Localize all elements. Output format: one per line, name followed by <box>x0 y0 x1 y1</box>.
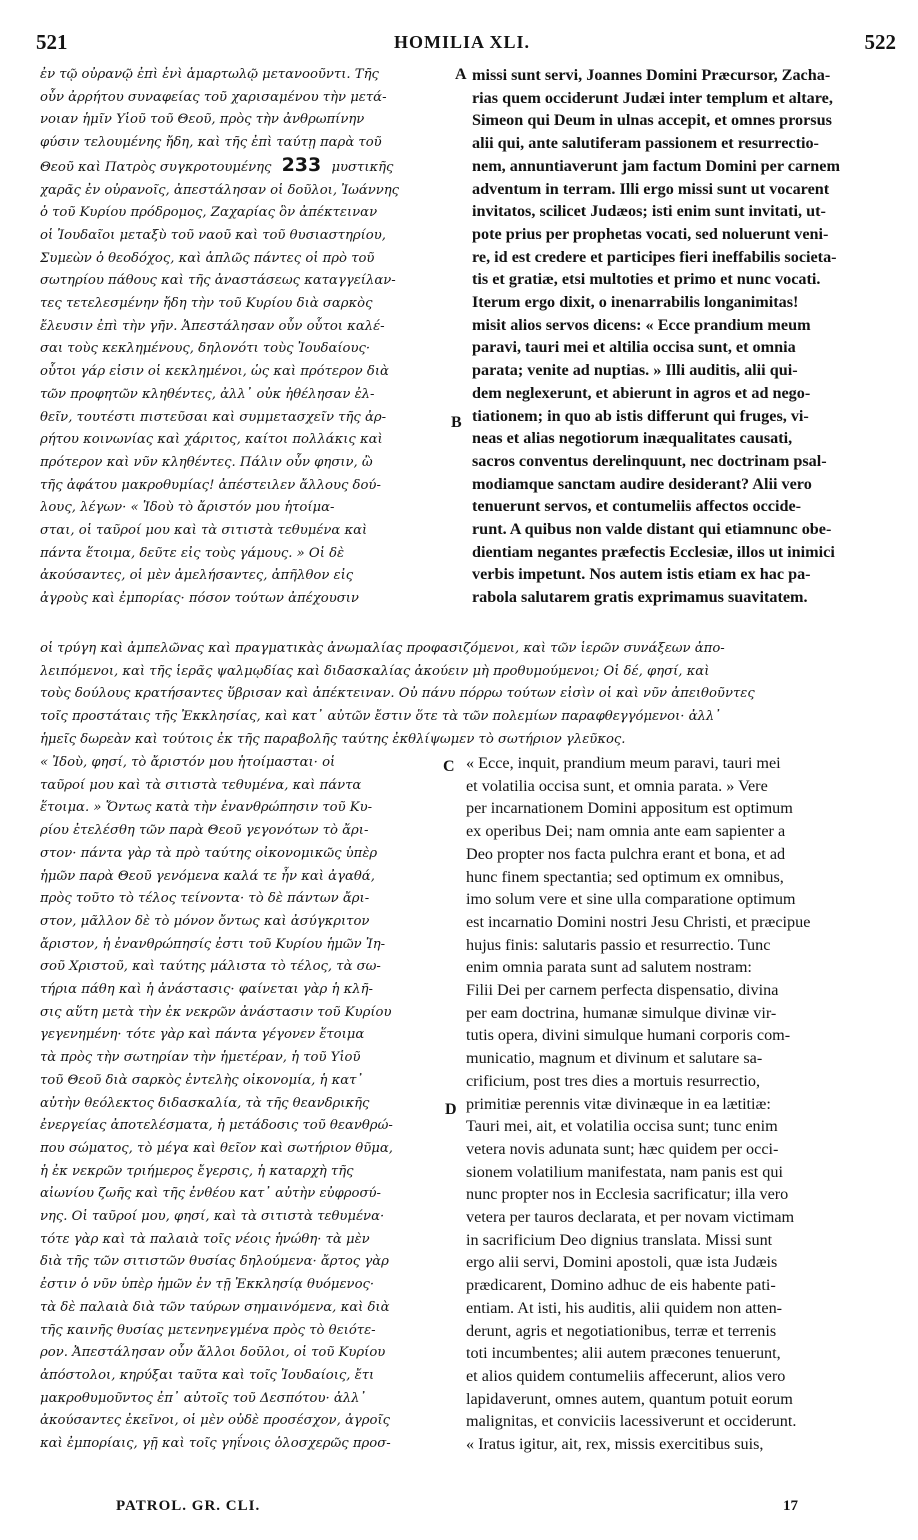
page-footer <box>116 1498 798 1522</box>
margin-letter-c: C <box>443 758 455 775</box>
running-title: HOMILIA XLI. <box>393 32 531 52</box>
greek-text-top-part-1: ἐν τῷ οὐρανῷ ἐπὶ ἑνὶ ἁμαρτωλῷ μετανοοῦντι. Τῆς οὖν ἀρρήτου συναφείας τοῦ χαρισαμένου τὴν μετά- νοιαν ἡμῖν Υἱοῦ τοῦ Θεοῦ, πρὸς τὴν ἀνθρωπίνην φύσιν τελουμένης ἤδη, καὶ τῆς ἐπὶ ταύτῃ παρὰ τοῦ Θεοῦ καὶ Πατρὸς συγκροτουμένης <box>40 67 387 175</box>
signature-mark: PATROL. GR. CLI. <box>116 1498 261 1514</box>
greek-text-top-part-2: μυστικῆς χαρᾶς ἐν οὐρανοῖς, ἀπεστάλησαν οἱ δοῦλοι, Ἰωάννης ὁ τοῦ Κυρίου πρόδρομος, Ζαχαρίας ὃν ἀπέκτειναν οἱ Ἰουδαῖοι μεταξὺ τοῦ ναοῦ καὶ τοῦ θυσιαστηρίου, Συμεὼν ὁ θεοδόχος, καὶ ἁπλῶς πάντες οἱ πρὸ τοῦ σωτηρίου πάθους καὶ τῆς ἀναστάσεως καταγγείλαν- τες τετελεσμένην ἤδη τὴν τοῦ Κυρίου διὰ σαρκὸς ἔλευσιν ἐπὶ τὴν γῆν. Ἀπεστάλησαν οὖν οὗτοι καλέ- σαι τοὺς κεκλημένους, δηλονότι τοὺς Ἰουδαίους· οὗτοι γάρ εἰσιν οἱ κεκλημένοι, ὡς καὶ πρότερον διὰ τῶν προφητῶν κληθέντες, ἀλλ᾽ οὐκ ἠθέλησαν ἐλ- θεῖν, τουτέστι πιστεῦσαι καὶ συμμετασχεῖν τῆς ἀρ- ρήτου κοινωνίας καὶ χάριτος, καίτοι πολλάκις καὶ πρότερον καὶ νῦν κληθέντες. Πάλιν οὖν φησιν, ὢ τῆς ἀφάτου μακροθυμίας! ἀπέστειλεν ἄλλους δού- λους, λέγων· « Ἰδοὺ τὸ ἄριστόν μου ἡτοίμα- σται, οἱ ταῦροί μου καὶ τὰ σιτιστὰ τεθυμένα καὶ πάντα ἕτοιμα, δεῦτε εἰς τοὺς γάμους. » Οἱ δὲ ἀκούσαντες, οἱ μὲν ἀμελήσαντες, ἀπῆλθον εἰς ἀγροὺς καὶ ἐμπορίας· πόσον τούτων ἀπέχουσιν <box>40 159 400 607</box>
page-number-right: 522 <box>864 30 896 54</box>
section-number-badge: 233 <box>281 153 322 176</box>
margin-letter-a: A <box>455 66 467 83</box>
margin-letter-b: B <box>451 414 462 431</box>
greek-column-top <box>40 64 452 634</box>
greek-full-width-paragraph: οἱ τρύγη καὶ ἀμπελῶνας καὶ πραγματικὰς ἀνωμαλίας προφασιζόμενοι, καὶ τῶν ἱερῶν συνάξεων ἀπο- λειπόμενοι, καὶ τῆς ἱερᾶς ψαλμῳδίας καὶ διδασκαλίας ἀκούειν μὴ προθυμούμενοι; Οἱ δέ, φησί, καὶ τοὺς δούλους κρατήσαντες ὕβρισαν καὶ ἀπέκτειναν. Οὐ πάνυ πόρρω τούτων εἰσὶν οἱ καὶ νῦν ἀπειθοῦντες τοῖς προστάταις τῆς Ἐκκλησίας, καὶ κατ᾽ αὐτῶν ἔστιν ὅτε τὰ τῶν πολεμίων παραφθεγγόμενοι· ἀλλ᾽ ἡμεῖς δωρεὰν καὶ τούτοις ἐκ τῆς παραβολῆς ταύτης ἐκθλίψωμεν τὸ σωτήριον γλεῦκος. <box>40 641 755 747</box>
page-number-left: 521 <box>36 30 68 54</box>
margin-letter-d: D <box>445 1101 457 1118</box>
sheet-number: 17 <box>783 1498 798 1514</box>
greek-column-bottom: « Ἰδοὺ, φησί, τὸ ἄριστόν μου ἡτοίμασται· οἱ ταῦροί μου καὶ τὰ σιτιστὰ τεθυμένα, καὶ πάντα ἕτοιμα. » Ὄντως κατὰ τὴν ἐνανθρώπησιν τοῦ Κυ- ρίου ἐτελέσθη τῶν παρὰ Θεοῦ γεγονότων τὸ ἄρι- στον· πάντα γὰρ τὰ πρὸ ταύτης οἰκονομικῶς ὑπὲρ ἡμῶν παρὰ Θεοῦ γενόμενα καλά τε ἦν καὶ ἀγαθά, πρὸς τοῦτο τὸ τέλος τείνοντα· τὸ δὲ πάντων ἄρι- στον, μᾶλλον δὲ τὸ μόνον ὄντως καὶ ἀσύγκριτον ἄριστον, ἡ ἐνανθρώπησίς ἐστι τοῦ Κυρίου ἡμῶν Ἰη- σοῦ Χριστοῦ, καὶ ταύτης μάλιστα τὸ τέλος, τὰ σω- τήρια πάθη καὶ ἡ ἀνάστασις· φαίνεται γὰρ ἡ κλῆ- σις αὕτη μετὰ τὴν ἐκ νεκρῶν ἀνάστασιν τοῦ Κυρίου γεγενημένη· τότε γὰρ καὶ πάντα γέγονεν ἕτοιμα τὰ πρὸς τὴν σωτηρίαν τὴν ἡμετέραν, ἡ τοῦ Υἱοῦ τοῦ Θεοῦ διὰ σαρκὸς ἐντελὴς οἰκονομία, ἡ κατ᾽ αὐτὴν θεόλεκτος διδασκαλία, τὰ τῆς θεανδρικῆς ἐνεργείας ἀποτελέσματα, ἡ μετάδοσις τοῦ θεανθρώ- που σώματος, τὸ μέγα καὶ θεῖον καὶ σωτήριον θῦμα, ἡ ἐκ νεκρῶν τριήμερος ἔγερσις, ἡ καταρχὴ τῆς αἰωνίου ζωῆς καὶ τῆς ἐνθέου κατ᾽ αὐτὴν εὐφροσύ- νης. Οἱ ταῦροί μου, φησί, καὶ τὰ σιτιστὰ τεθυμένα· τότε γὰρ καὶ τὰ παλαιὰ τοῖς νέοις ἡνώθη· τὰ μὲν διὰ τῆς τῶν σιτιστῶν θυσίας δηλούμενα· ἄρτος γὰρ ἐστιν ὁ νῦν ὑπὲρ ἡμῶν ἐν τῇ Ἐκκλησίᾳ θυόμενος· τὰ δὲ παλαιὰ διὰ τῶν ταύρων σημαινόμενα, καὶ διὰ τῆς καινῆς θυσίας μετενηνεγμένα πρὸς τὸ θειότε- ρον. Ἀπεστάλησαν οὖν ἄλλοι δοῦλοι, οἱ τοῦ Κυρίου ἀπόστολοι, κηρύξαι ταῦτα καὶ τοῖς Ἰουδαίοις, ἔτι μακροθυμοῦντος ἐπ᾽ αὐτοῖς τοῦ Δεσπότου· ἀλλ᾽ ἀκούσαντες ἐκεῖνοι, οἱ μὲν οὐδὲ προσέσχον, ἀγροῖς καὶ ἐμπορίαις, γῇ καὶ τοῖς γηΐνοις ὁλοσχερῶς προσ- <box>40 755 393 1452</box>
latin-column-bottom: « Ecce, inquit, prandium meum paravi, tauri mei et volatilia occisa sunt, et omnia parata. » Vere per incarnationem Domini appositum est optimum ex operibus Dei; nam omnia ante eam sapienter a Deo propter nos facta pulchra erant et bona, et ad hunc finem spectantia; sed optimum ex omnibus, imo solum vere et sine ulla comparatione optimum est incarnatio Domini nostri Jesu Christi, et præcipue hujus finis: salutaris passio et resurrectio. Tunc enim omnia parata sunt ad salutem nostram: Filii Dei per carnem perfecta dispensatio, divina per eam doctrina, humanæ simulque divinæ vir- tutis opera, divini simulque humani corporis com- municatio, magnum et divinum et salutare sa- crificium, post tres dies a mortuis resurrectio, primitiæ perennis vitæ divinæque in ea lætitiæ: Tauri mei, ait, et volatilia occisa sunt; tunc enim vetera novis adunata sunt; hæc quidem per occi- sionem volatilium manifestata, nam panis est qui nunc propter nos in Ecclesia sacrificatur; illa vero vetera per tauros declarata, et per novam victimam in sacrificium Deo dignius translata. Missi sunt ergo alii servi, Domini apostoli, quæ ista Judæis prædicarent, Domino adhuc de eis habente pati- entiam. At isti, his auditis, alii quidem non atten- derunt, agris et negotiationibus, terræ et terrenis toti incumbentes; alii autem præcones tenuerunt, et alios quidem contumeliis affecerunt, alios vero lapidaverunt, omnes autem, quantum potuit eorum malignitas, et conviciis lacessiverunt et occiderunt. « Iratus igitur, ait, rex, missis exercitibus suis, <box>466 754 811 1454</box>
latin-column-top: missi sunt servi, Joannes Domini Præcursor, Zacha- rias quem occiderunt Judæi inter templum et altare, Simeon qui Deum in ulnas accepit, et omnes prorsus alii qui, ante salutiferam passionem et resurrectio- nem, annuntiaverunt jam factum Domini per carnem adventum in terram. Illi ergo missi sunt ut vocarent invitatos, scilicet Judæos; isti enim sunt invitati, ut- pote prius per prophetas vocati, sed noluerunt veni- re, id est credere et participes fieri ineffabilis societa- tis et gratiæ, etsi multoties et primo et nunc vocati. Iterum ergo dixit, o inenarrabilis longanimitas! misit alios servos dicens: « Ecce prandium meum paravi, tauri mei et altilia occisa sunt, et omnia parata; venite ad nuptias. » Illi auditis, alii qui- dem neglexerunt, et abierunt in agros et ad nego- tiationem; in quo ab istis differunt qui fruges, vi- neas et alias negotiorum inæqualitates causati, sacros conventus derelinquunt, nec doctrinam psal- modiamque sanctam audire desiderant? Alii vero tenuerunt servos, et contumeliis affectos occide- runt. A quibus non valde distant qui etiamnunc obe- dientiam negantes præfectis Ecclesiæ, illos ut inimici verbis impetunt. Nos autem istis etiam ex hac pa- rabola salutarem gratis exprimamus suavitatem. <box>472 66 840 607</box>
page-header <box>28 30 896 56</box>
